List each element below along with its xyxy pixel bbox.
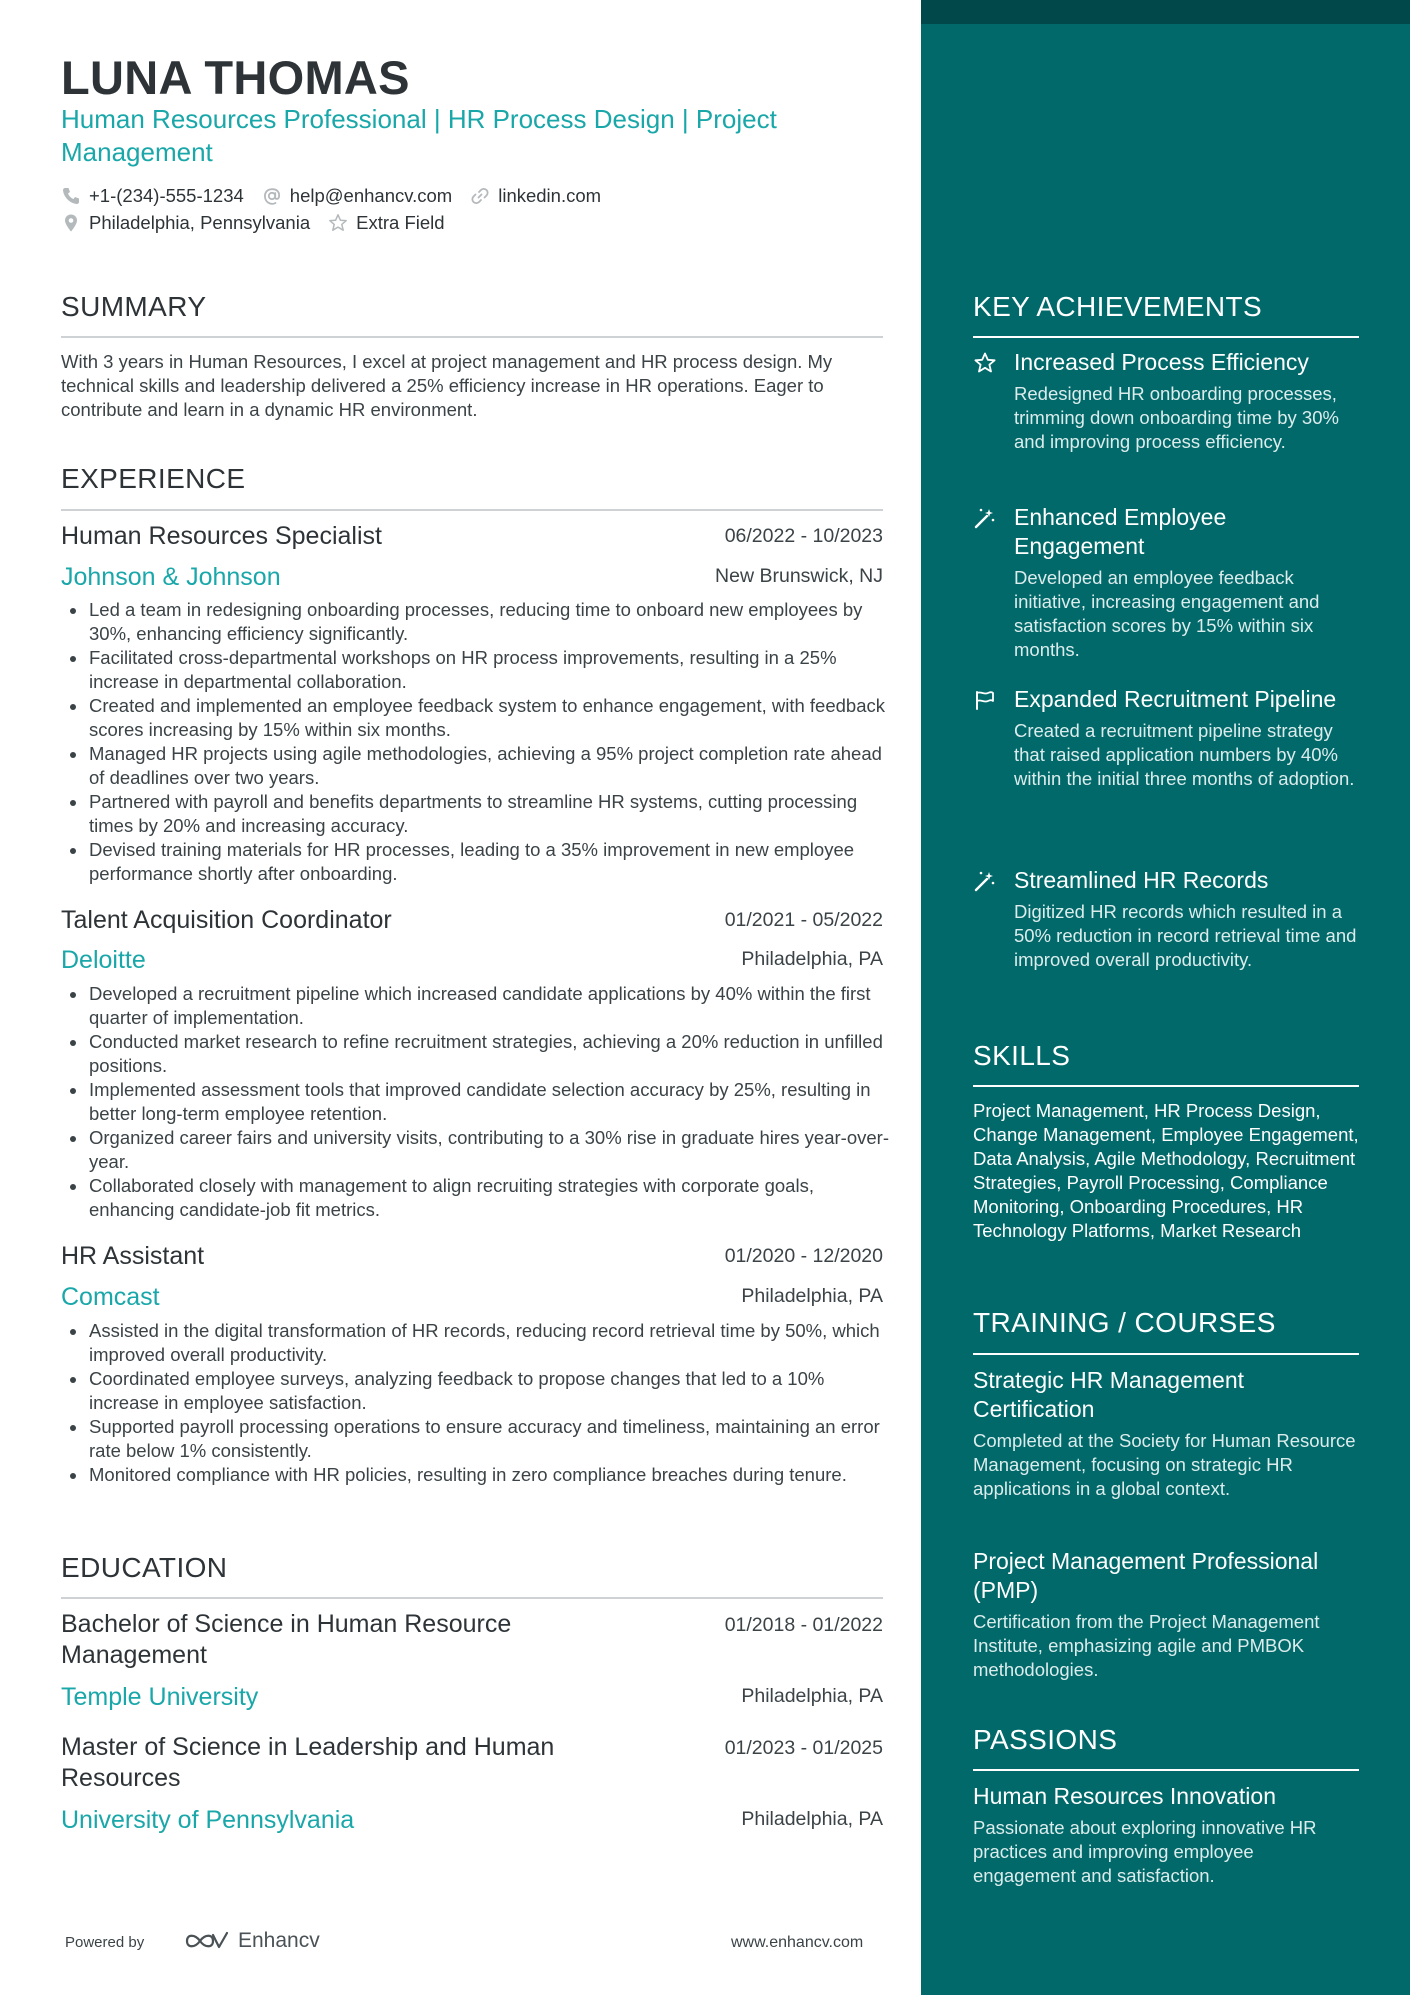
- sidebar-top-band: [921, 0, 1410, 24]
- achievement-desc: Redesigned HR onboarding processes, trimming down onboarding time by 30% and improving process efficiency.: [1014, 383, 1339, 452]
- education-dates: 01/2018 - 01/2022: [724, 1614, 883, 1636]
- passion-title: Human Resources Innovation: [973, 1783, 1276, 1809]
- phone-text: +1-(234)-555-1234: [89, 185, 244, 206]
- enhancv-logo-icon: [184, 1928, 230, 1954]
- achievement-item: [973, 866, 1359, 972]
- star-outline-icon: [328, 213, 348, 233]
- linkedin-text: linkedin.com: [498, 185, 602, 206]
- enhancv-logo[interactable]: [184, 1928, 320, 1954]
- email-text: help@enhancv.com: [289, 185, 453, 206]
- achievement-title: Expanded Recruitment Pipeline: [1014, 686, 1337, 712]
- job-bullet: Managed HR projects using agile methodologies, achieving a 95% project completion rate ahead of deadlines over two years.: [61, 742, 891, 790]
- job-bullet: Supported payroll processing operations to ensure accuracy and timeliness, maintaining an error rate below 1% consistently.: [61, 1415, 891, 1463]
- at-icon: [262, 186, 282, 206]
- candidate-name: LUNA THOMAS: [61, 51, 410, 104]
- magic-wand-icon: [973, 869, 997, 893]
- job-title: Human Resources Specialist: [61, 522, 382, 550]
- flag-icon: [973, 688, 997, 712]
- job-location: Philadelphia, PA: [741, 1285, 883, 1307]
- contact-row-2: [61, 212, 463, 234]
- job-bullets: [61, 1319, 891, 1487]
- extra-text: Extra Field: [356, 212, 445, 233]
- course-desc: Certification from the Project Management Institute, emphasizing agile and PMBOK methodologies.: [973, 1611, 1320, 1680]
- job-company: Deloitte: [61, 946, 146, 974]
- job-bullet: Coordinated employee surveys, analyzing feedback to propose changes that led to a 10% increase in employee satisfaction.: [61, 1367, 891, 1415]
- job-dates: 01/2021 - 05/2022: [724, 909, 883, 931]
- magic-wand-icon: [973, 506, 997, 530]
- contact-email[interactable]: [262, 185, 452, 207]
- achievement-desc: Digitized HR records which resulted in a 50% reduction in record retrieval time and improved overall productivity.: [1014, 901, 1357, 970]
- link-icon: [470, 186, 490, 206]
- course-title: Project Management Professional (PMP): [973, 1548, 1319, 1603]
- summary-divider: [61, 336, 883, 338]
- passion-item: [973, 1782, 1359, 1888]
- phone-icon: [61, 186, 81, 206]
- passions-divider: [973, 1769, 1359, 1771]
- footer-url[interactable]: www.enhancv.com: [731, 1934, 864, 1951]
- achievement-title: Streamlined HR Records: [1014, 867, 1269, 893]
- job-title: HR Assistant: [61, 1242, 205, 1270]
- job-bullets: [61, 598, 891, 886]
- location-text: Philadelphia, Pennsylvania: [89, 212, 311, 233]
- job-bullet: Created and implemented an employee feedback system to enhance engagement, with feedback scores increasing by 15% within six months.: [61, 694, 891, 742]
- job-bullets: [61, 982, 891, 1222]
- achievement-title: Increased Process Efficiency: [1014, 349, 1309, 375]
- summary-heading: SUMMARY: [61, 291, 207, 322]
- course-title: Strategic HR Management Certification: [973, 1367, 1245, 1422]
- job-dates: 01/2020 - 12/2020: [724, 1245, 883, 1267]
- job-bullet: Devised training materials for HR processes, leading to a 35% improvement in new employee performance shortly after onboarding.: [61, 838, 891, 886]
- job-bullet: Led a team in redesigning onboarding processes, reducing time to onboard new employees by 30%, enhancing efficiency significantly.: [61, 598, 891, 646]
- achievement-item: [973, 348, 1359, 454]
- job-company: Johnson & Johnson: [61, 563, 281, 591]
- education-dates: 01/2023 - 01/2025: [724, 1737, 883, 1759]
- contact-extra: [328, 212, 444, 234]
- job-dates: 06/2022 - 10/2023: [724, 525, 883, 547]
- education-location: Philadelphia, PA: [741, 1685, 883, 1707]
- contact-linkedin[interactable]: [470, 185, 601, 207]
- course-item: [973, 1366, 1359, 1501]
- passions-heading: PASSIONS: [973, 1724, 1118, 1755]
- achievement-desc: Developed an employee feedback initiative, increasing engagement and satisfaction scores by 15% within six months.: [1014, 567, 1320, 660]
- job-company: Comcast: [61, 1283, 160, 1311]
- job-bullet: Organized career fairs and university visits, contributing to a 30% rise in graduate hires year-over-year.: [61, 1126, 891, 1174]
- education-degree: Master of Science in Leadership and Human Resources: [61, 1733, 555, 1792]
- contact-phone[interactable]: [61, 185, 244, 207]
- summary-text: With 3 years in Human Resources, I excel at project management and HR process design. My technical skills and leadership delivered a 25% efficiency increase in HR operations. Eager to contribute and learn in a dynamic HR environment.: [61, 351, 833, 420]
- enhancv-logo-text: Enhancv: [238, 1929, 320, 1952]
- job-bullet: Partnered with payroll and benefits departments to streamline HR systems, cutting processing times by 20% and increasing accuracy.: [61, 790, 891, 838]
- course-desc: Completed at the Society for Human Resource Management, focusing on strategic HR applications in a global context.: [973, 1430, 1356, 1499]
- job-location: Philadelphia, PA: [741, 948, 883, 970]
- education-degree: Bachelor of Science in Human Resource Management: [61, 1610, 512, 1669]
- education-school: Temple University: [61, 1683, 259, 1711]
- job-bullet: Collaborated closely with management to align recruiting strategies with corporate goals, enhancing candidate-job fit metrics.: [61, 1174, 891, 1222]
- sidebar-column: [921, 0, 1410, 1995]
- contact-location: [61, 212, 310, 234]
- star-icon: [973, 351, 997, 375]
- job-bullet: Conducted market research to refine recruitment strategies, achieving a 20% reduction in unfilled positions.: [61, 1030, 891, 1078]
- course-item: [973, 1547, 1359, 1682]
- achievement-item: [973, 685, 1359, 791]
- achievement-title: Enhanced Employee Engagement: [1014, 504, 1227, 559]
- achievement-item: [973, 503, 1359, 662]
- training-heading: TRAINING / COURSES: [973, 1307, 1276, 1338]
- job-bullet: Facilitated cross-departmental workshops on HR process improvements, resulting in a 25% increase in departmental collaboration.: [61, 646, 891, 694]
- job-location: New Brunswick, NJ: [715, 565, 883, 587]
- education-divider: [61, 1597, 883, 1599]
- training-divider: [973, 1353, 1359, 1355]
- education-heading: EDUCATION: [61, 1552, 228, 1583]
- achievement-desc: Created a recruitment pipeline strategy that raised application numbers by 40% within the initial three months of adoption.: [1014, 720, 1355, 789]
- location-pin-icon: [61, 213, 81, 233]
- experience-divider: [61, 509, 883, 511]
- experience-heading: EXPERIENCE: [61, 463, 246, 494]
- passion-desc: Passionate about exploring innovative HR practices and improving employee engagement and satisfaction.: [973, 1817, 1317, 1886]
- education-school: University of Pennsylvania: [61, 1806, 355, 1834]
- footer-powered-by: Powered by: [65, 1934, 145, 1951]
- job-bullet: Assisted in the digital transformation of HR records, reducing record retrieval time by 50%, which improved overall productivity.: [61, 1319, 891, 1367]
- job-bullet: Developed a recruitment pipeline which increased candidate applications by 40% within the first quarter of implementation.: [61, 982, 891, 1030]
- job-title: Talent Acquisition Coordinator: [61, 906, 392, 934]
- skills-heading: SKILLS: [973, 1040, 1071, 1071]
- skills-text: Project Management, HR Process Design, Change Management, Employee Engagement, Data Analysis, Agile Methodology, Recruitment Strategies, Payroll Processing, Compliance Monitoring, Onboarding Procedures, HR Technology Platforms, Market Research: [973, 1100, 1359, 1241]
- skills-divider: [973, 1085, 1359, 1087]
- achievements-heading: KEY ACHIEVEMENTS: [973, 291, 1263, 322]
- job-bullet: Monitored compliance with HR policies, resulting in zero compliance breaches during tenure.: [61, 1463, 891, 1487]
- job-bullet: Implemented assessment tools that improved candidate selection accuracy by 25%, resulting in better long-term employee retention.: [61, 1078, 891, 1126]
- education-location: Philadelphia, PA: [741, 1808, 883, 1830]
- achievements-divider: [973, 336, 1359, 338]
- contact-row-1: [61, 185, 619, 207]
- candidate-tagline: Human Resources Professional | HR Process Design | Project Management: [61, 104, 777, 167]
